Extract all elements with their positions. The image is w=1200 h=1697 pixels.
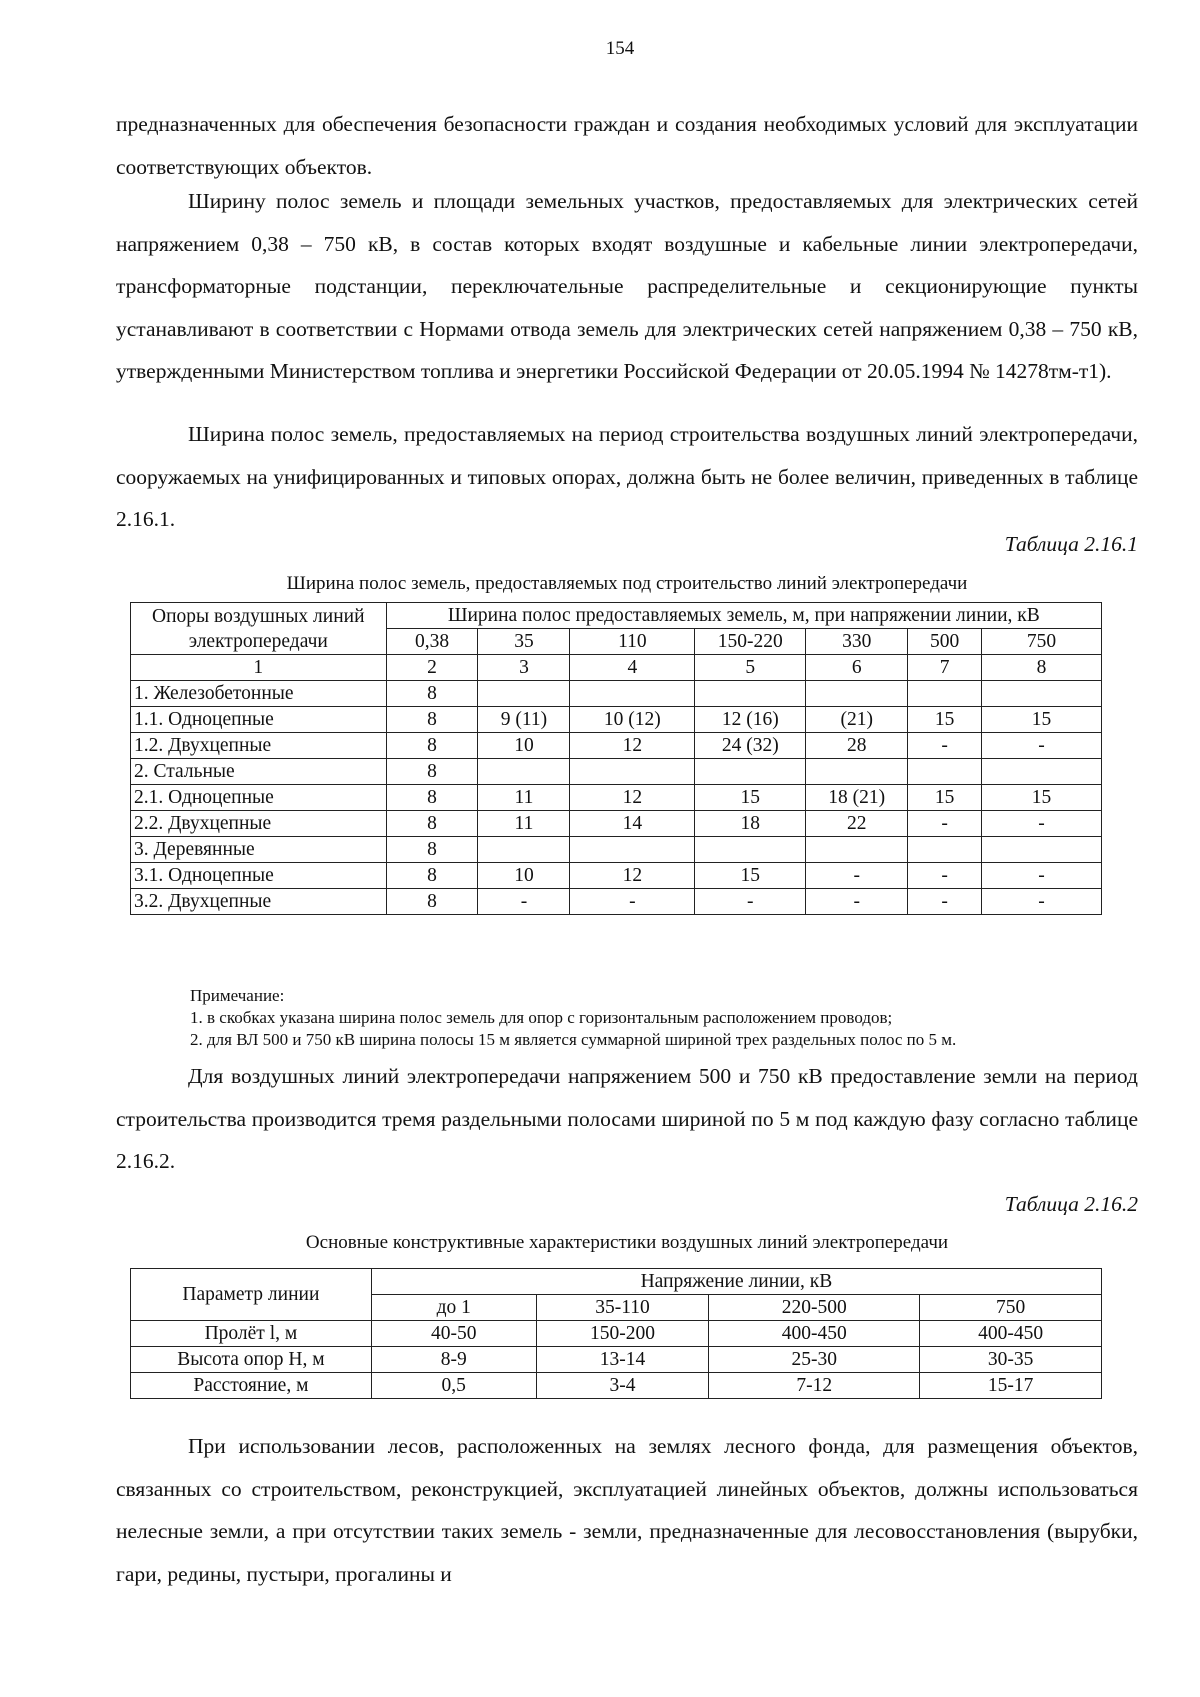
table-cell: 8	[386, 811, 478, 837]
table-row	[131, 863, 1102, 889]
table1-voltage: 500	[908, 629, 982, 655]
table1-body	[131, 681, 1102, 915]
table-row	[131, 1373, 1102, 1399]
table-cell: 15	[982, 785, 1102, 811]
table-row	[131, 707, 1102, 733]
table-cell: -	[982, 863, 1102, 889]
table-cell	[806, 759, 908, 785]
table1-voltage: 150-220	[695, 629, 806, 655]
table-row	[131, 889, 1102, 915]
table2-voltage: 750	[920, 1295, 1102, 1321]
table-cell: 28	[806, 733, 908, 759]
table2-header-group: Напряжение линии, кВ	[371, 1269, 1101, 1295]
table-cell: 8	[386, 681, 478, 707]
table-cell: 10 (12)	[570, 707, 695, 733]
table-cell: 22	[806, 811, 908, 837]
table-cell: 7-12	[709, 1373, 920, 1399]
table1-column-number: 1	[131, 655, 387, 681]
table2-voltage: 220-500	[709, 1295, 920, 1321]
table-cell	[908, 681, 982, 707]
table-2-16-1	[130, 602, 1102, 915]
table1-column-number: 3	[478, 655, 570, 681]
table-row	[131, 785, 1102, 811]
table1-title: Ширина полос земель, предоставляемых под строительство линий электропередачи	[286, 573, 968, 594]
row-label-cell: 1.1. Одноцепные	[131, 707, 387, 733]
table1-column-numbers-row	[131, 655, 1102, 681]
table-cell	[478, 681, 570, 707]
table-2-16-2	[130, 1268, 1102, 1399]
table-cell: 15	[908, 785, 982, 811]
table-cell	[806, 837, 908, 863]
paragraph-3: Для воздушных линий электропередачи напряжением 500 и 750 кВ предоставление земли на период строительства производится тремя раздельными полосами шириной по 5 м под каждую фазу согласно таблице 2.16.2.	[116, 1064, 1138, 1173]
table-cell: 8	[386, 707, 478, 733]
table-row	[131, 1321, 1102, 1347]
table1-voltage: 35	[478, 629, 570, 655]
table-cell: 25-30	[709, 1347, 920, 1373]
table-cell: 15-17	[920, 1373, 1102, 1399]
table-cell: -	[806, 889, 908, 915]
table-cell	[908, 837, 982, 863]
table1-voltage: 0,38	[386, 629, 478, 655]
table-cell	[695, 681, 806, 707]
table-cell: 8	[386, 733, 478, 759]
table1-note-heading: Примечание:	[190, 986, 285, 1005]
table-cell: 10	[478, 863, 570, 889]
table1-column-number: 6	[806, 655, 908, 681]
table-cell: 8	[386, 837, 478, 863]
table-cell: 0,5	[371, 1373, 536, 1399]
table-cell: 400-450	[920, 1321, 1102, 1347]
paragraph-0: предназначенных для обеспечения безопасности граждан и создания необходимых условий для эксплуатации соответствующих объектов.	[116, 112, 1138, 179]
table-cell	[478, 759, 570, 785]
table-cell: 8	[386, 889, 478, 915]
table-cell: 9 (11)	[478, 707, 570, 733]
table-cell: 18	[695, 811, 806, 837]
table1-column-number: 8	[982, 655, 1102, 681]
table-cell: 8	[386, 863, 478, 889]
table-cell: 13-14	[536, 1347, 709, 1373]
table-row	[131, 733, 1102, 759]
table-cell: 3-4	[536, 1373, 709, 1399]
table-cell: 15	[695, 863, 806, 889]
table-row	[131, 1347, 1102, 1373]
table-cell: -	[695, 889, 806, 915]
table-cell: 10	[478, 733, 570, 759]
table1-voltage: 330	[806, 629, 908, 655]
table1-voltage: 750	[982, 629, 1102, 655]
table-cell: 11	[478, 785, 570, 811]
table1-voltage: 110	[570, 629, 695, 655]
table-cell: -	[806, 863, 908, 889]
table2-body	[131, 1321, 1102, 1399]
table-cell: -	[908, 811, 982, 837]
table-cell: 40-50	[371, 1321, 536, 1347]
table-cell	[570, 837, 695, 863]
table-cell: 12	[570, 733, 695, 759]
row-label-cell: 3.2. Двухцепные	[131, 889, 387, 915]
table-cell: -	[982, 889, 1102, 915]
table2-label: Таблица 2.16.2	[1004, 1192, 1138, 1216]
table1-note-2: 2. для ВЛ 500 и 750 кВ ширина полосы 15 м является суммарной шириной трех раздельных полос по 5 м.	[190, 1030, 957, 1049]
table-row	[131, 837, 1102, 863]
table-row	[131, 681, 1102, 707]
table-cell	[806, 681, 908, 707]
table-cell: 400-450	[709, 1321, 920, 1347]
table1-column-number: 7	[908, 655, 982, 681]
row-label-cell: 2.2. Двухцепные	[131, 811, 387, 837]
table1-header-row-1	[131, 603, 1102, 629]
paragraph-1: Ширину полос земель и площади земельных участков, предоставляемых для электрических сетей напряжением 0,38 – 750 кВ, в состав которых входят воздушные и кабельные линии электропередачи, трансформаторные подстанции, переключательные распределительные и секционирующие пункты устанавливают в соответствии с Нормами отвода земель для электрических сетей напряжением 0,38 – 750 кВ, утвержденными Министерством топлива и энергетики Российской Федерации от 20.05.1994 № 14278тм-т1).	[116, 189, 1138, 383]
table-cell: 12	[570, 863, 695, 889]
table2-header-col: Параметр линии	[131, 1269, 372, 1321]
table1-column-number: 4	[570, 655, 695, 681]
table-cell: -	[982, 733, 1102, 759]
table-cell: 150-200	[536, 1321, 709, 1347]
table-cell: 12	[570, 785, 695, 811]
table-cell: 15	[982, 707, 1102, 733]
table-row	[131, 811, 1102, 837]
paragraph-2: Ширина полос земель, предоставляемых на период строительства воздушных линий электропередачи, сооружаемых на унифицированных и типовых опорах, должна быть не более величин, приведенных в таблице 2.16.1.	[116, 422, 1138, 531]
row-label-cell: 1. Железобетонные	[131, 681, 387, 707]
row-label-cell: 2.1. Одноцепные	[131, 785, 387, 811]
table-cell: -	[908, 863, 982, 889]
table2-voltage: до 1	[371, 1295, 536, 1321]
row-label-cell: 3. Деревянные	[131, 837, 387, 863]
table-cell: 11	[478, 811, 570, 837]
row-label-cell: Высота опор H, м	[131, 1347, 372, 1373]
table-cell: 14	[570, 811, 695, 837]
table-cell	[695, 837, 806, 863]
row-label-cell: Расстояние, м	[131, 1373, 372, 1399]
table-cell	[982, 837, 1102, 863]
row-label-cell: 1.2. Двухцепные	[131, 733, 387, 759]
table-cell: 18 (21)	[806, 785, 908, 811]
table2-voltage: 35-110	[536, 1295, 709, 1321]
table-cell	[570, 681, 695, 707]
table2-header-row-1	[131, 1269, 1102, 1295]
table2-title: Основные конструктивные характеристики воздушных линий электропередачи	[305, 1232, 949, 1253]
table-cell: 15	[908, 707, 982, 733]
table-cell	[982, 681, 1102, 707]
table-cell: -	[982, 811, 1102, 837]
table-cell: 8	[386, 785, 478, 811]
table-cell: 24 (32)	[695, 733, 806, 759]
row-label-cell: 2. Стальные	[131, 759, 387, 785]
table-cell: -	[908, 733, 982, 759]
table-cell	[695, 759, 806, 785]
table-cell: 15	[695, 785, 806, 811]
table-cell	[908, 759, 982, 785]
table-cell: -	[908, 889, 982, 915]
row-label-cell: 3.1. Одноцепные	[131, 863, 387, 889]
table-cell	[982, 759, 1102, 785]
table-cell	[570, 759, 695, 785]
table-cell: -	[570, 889, 695, 915]
table-row	[131, 759, 1102, 785]
table1-column-number: 2	[386, 655, 478, 681]
table1-column-number: 5	[695, 655, 806, 681]
row-label-cell: Пролёт l, м	[131, 1321, 372, 1347]
table-cell: (21)	[806, 707, 908, 733]
table1-note-1: 1. в скобках указана ширина полос земель для опор с горизонтальным расположением проводов;	[190, 1008, 893, 1027]
table1-header-col: Опоры воздушных линий электропередачи	[131, 603, 387, 655]
paragraph-4: При использовании лесов, расположенных на землях лесного фонда, для размещения объектов, связанных со строительством, реконструкцией, эксплуатацией линейных объектов, должны использоваться нелесные земли, а при отсутствии таких земель - земли, предназначенные для лесовосстановления (вырубки, гари, редины, пустыри, прогалины и	[116, 1434, 1138, 1586]
table1-label: Таблица 2.16.1	[1004, 532, 1138, 556]
page-number: 154	[605, 38, 635, 59]
table-cell: 12 (16)	[695, 707, 806, 733]
table-cell	[478, 837, 570, 863]
table-cell: 30-35	[920, 1347, 1102, 1373]
table-cell: 8	[386, 759, 478, 785]
table-cell: -	[478, 889, 570, 915]
table-cell: 8-9	[371, 1347, 536, 1373]
table1-header-group: Ширина полос предоставляемых земель, м, при напряжении линии, кВ	[386, 603, 1101, 629]
